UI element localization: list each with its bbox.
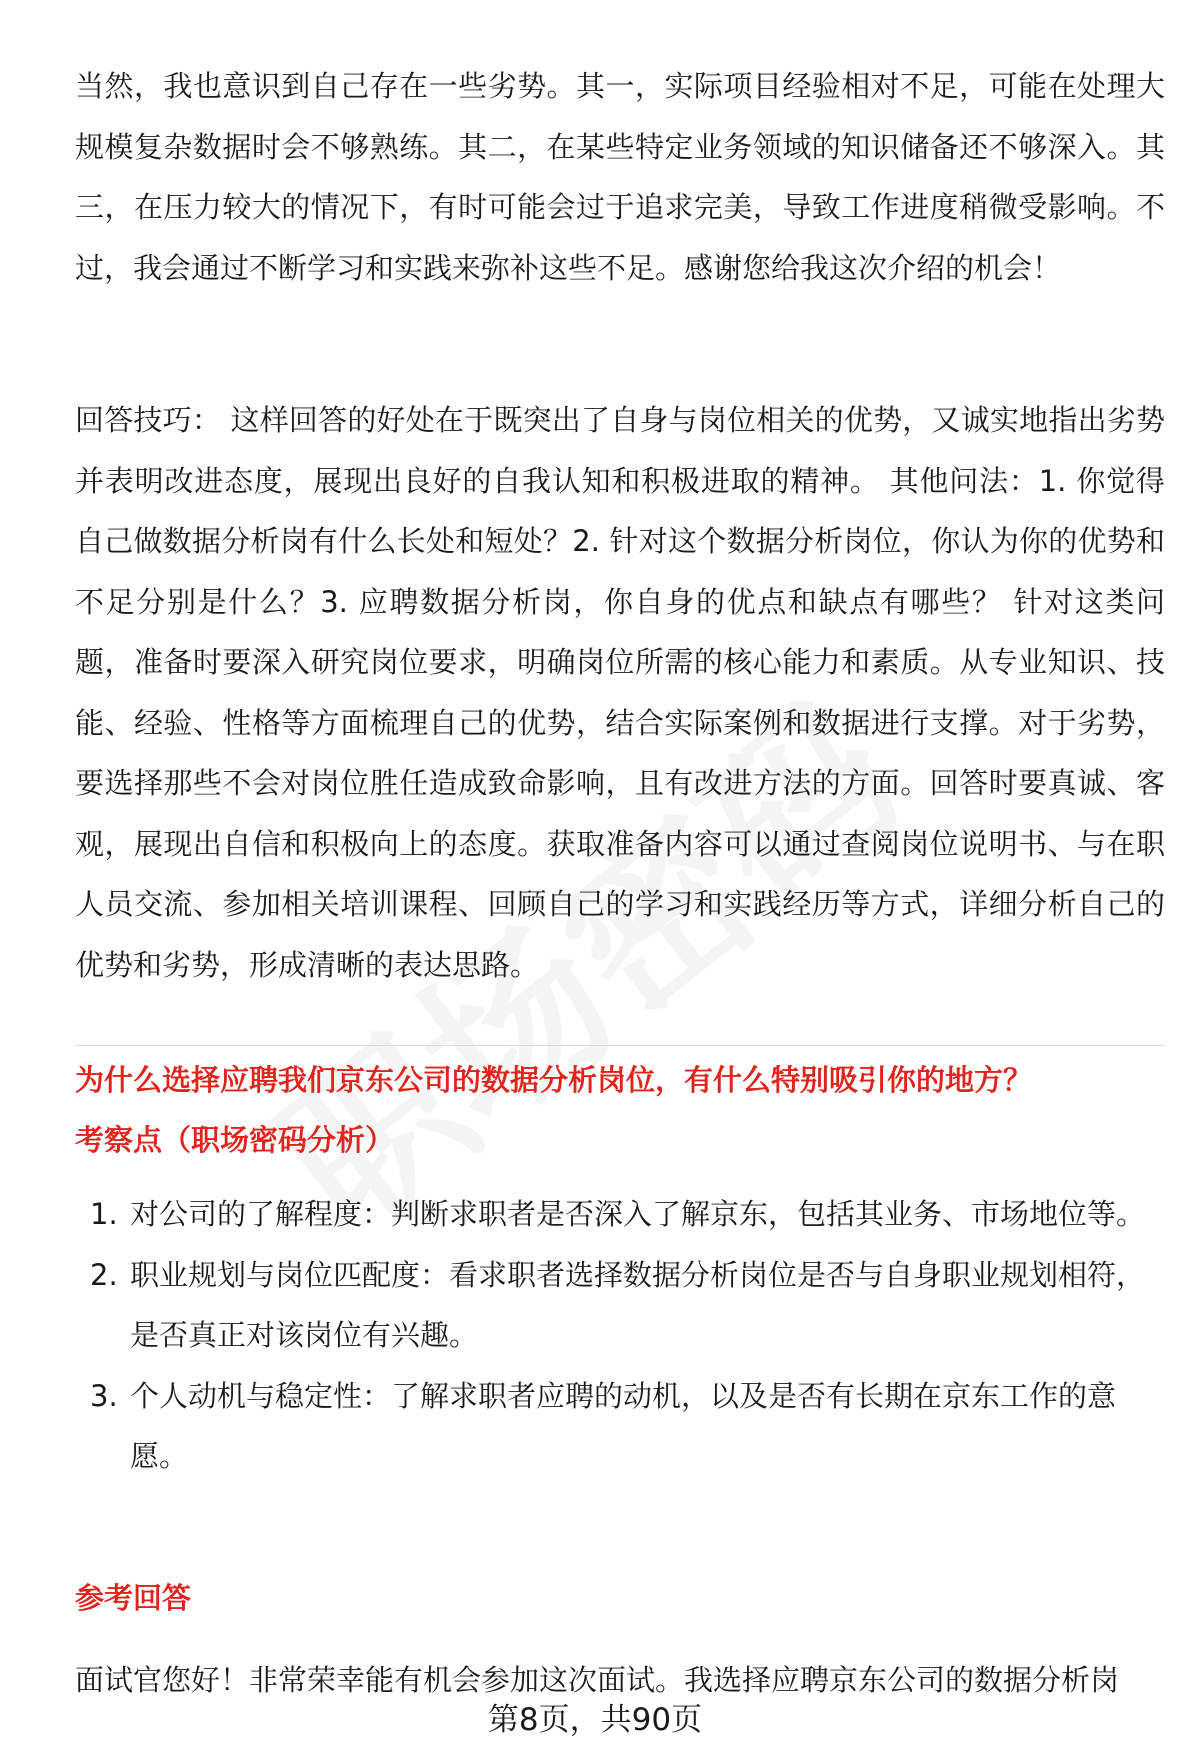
list-item: [75, 1184, 1165, 1245]
answer-tips-paragraph: 回答技巧： 这样回答的好处在于既突出了自身与岗位相关的优势，又诚实地指出劣势并表明改进态度，展现出良好的自我认知和积极进取的精神。 其他问法：1. 你觉得自己做数据分析岗有什么长处和短处？2. 针对这个数据分析岗位，你认为你的优势和不足分别是什么？3. 应聘数据分析岗，你自身的优点和缺点有哪些？ 针对这类问题，准备时要深入研究岗位要求，明确岗位所需的核心能力和素质。从专业知识、技能、经验、性格等方面梳理自己的优势，结合实际案例和数据进行支撑。对于劣势，要选择那些不会对岗位胜任造成致命影响，且有改进方法的方面。回答时要真诚、客观，展现出自信和积极向上的态度。获取准备内容可以通过查阅岗位说明书、与在职人员交流、参加相关培训课程、回顾自己的学习和实践经历等方式，详细分析自己的优势和劣势，形成清晰的表达思路。: [75, 403, 1165, 982]
list-item: [75, 1245, 1165, 1366]
list-number: 2.: [90, 1257, 118, 1292]
list-number: 3.: [90, 1378, 118, 1413]
list-item-text: 个人动机与稳定性：了解求职者应聘的动机，以及是否有长期在京东工作的意愿。: [130, 1378, 1117, 1473]
exam-points-title: 考察点（职场密码分析）: [75, 1123, 395, 1157]
list-item-text: 对公司的了解程度：判断求职者是否深入了解京东，包括其业务、市场地位等。: [130, 1197, 1146, 1231]
weakness-paragraph: 当然，我也意识到自己存在一些劣势。其一，实际项目经验相对不足，可能在处理大规模复杂数据时会不够熟练。其二，在某些特定业务领域的知识储备还不够深入。其三，在压力较大的情况下，有时可能会过于追求完美，导致工作进度稍微受影响。不过，我会通过不断学习和实践来弥补这些不足。感谢您给我这次介绍的机会！: [75, 69, 1165, 285]
list-item-text: 职业规划与岗位匹配度：看求职者选择数据分析岗位是否与自身职业规划相符，是否真正对该岗位有兴趣。: [130, 1257, 1146, 1352]
list-item: [75, 1366, 1165, 1487]
list-number: 1.: [90, 1197, 118, 1231]
reference-answer-paragraph: 面试官您好！非常荣幸能有机会参加这次面试。我选择应聘京东公司的数据分析岗: [75, 1663, 1120, 1697]
page-footer: 第8页，共90页: [487, 1702, 703, 1738]
section-divider: [75, 1045, 1165, 1046]
question-title: 为什么选择应聘我们京东公司的数据分析岗位，有什么特别吸引你的地方？: [75, 1063, 1033, 1097]
reference-answer-title: 参考回答: [75, 1581, 192, 1615]
exam-points-list: [75, 1184, 1165, 1487]
